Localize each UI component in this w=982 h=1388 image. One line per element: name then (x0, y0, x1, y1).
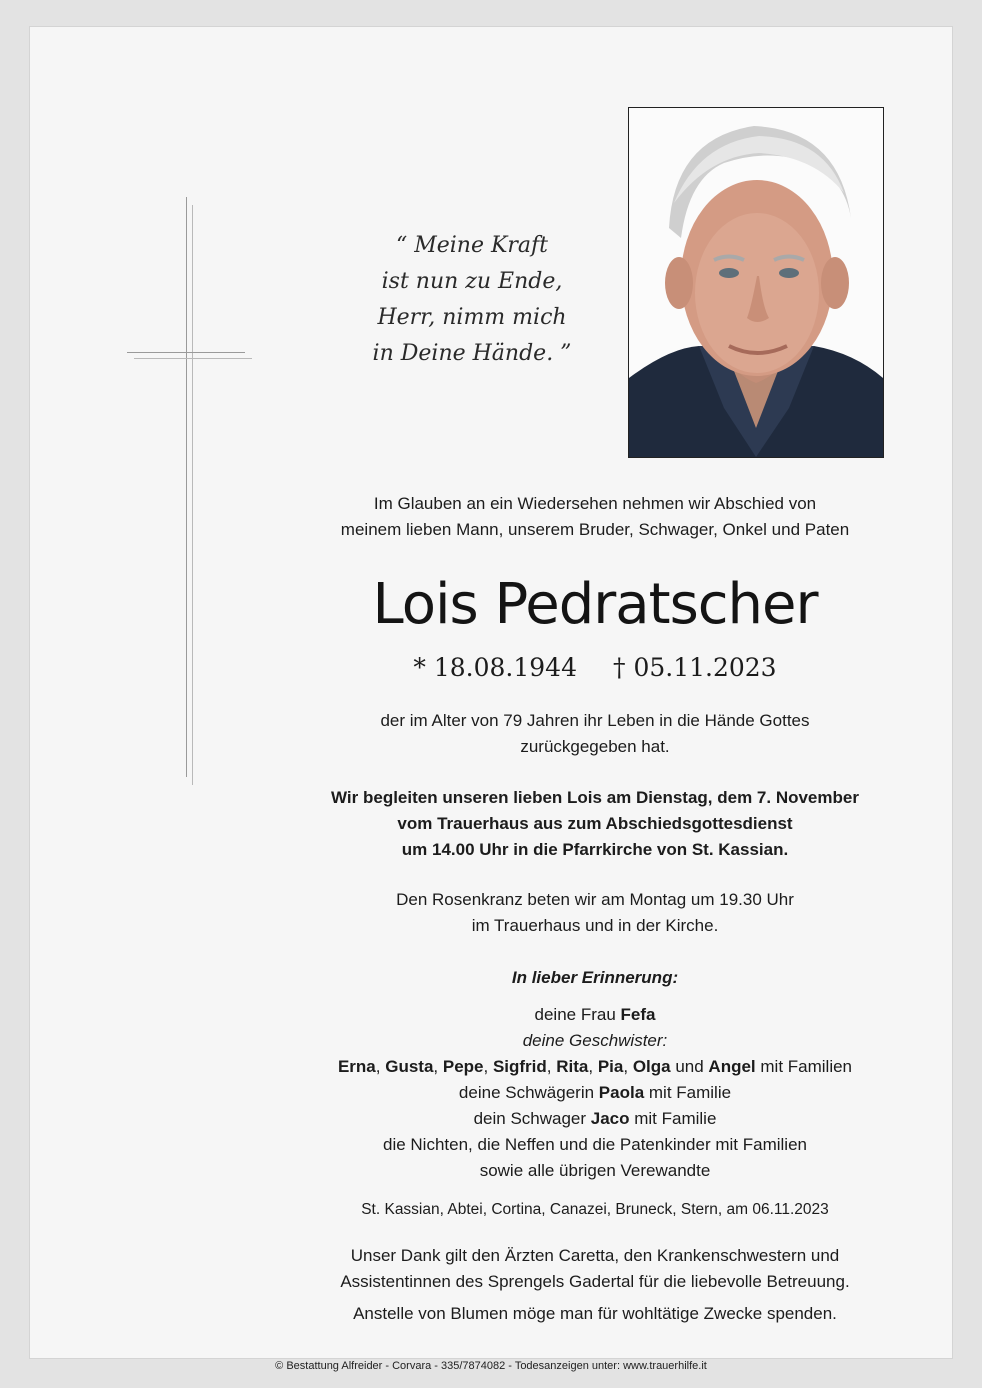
age-text (290, 708, 900, 760)
siblings-suffix: mit Familien (755, 1057, 853, 1076)
service-line: vom Trauerhaus aus zum Abschiedsgottesdienst (397, 814, 793, 833)
wife-prefix: deine Frau (534, 1005, 621, 1024)
thanks-text (290, 1243, 900, 1295)
flowers-note-text: Anstelle von Blumen möge man für wohltätige Zwecke spenden. (353, 1304, 837, 1323)
age-line: der im Alter von 79 Jahren ihr Leben in die Hände Gottes (380, 711, 810, 730)
brother-in-law-line (290, 1106, 900, 1132)
thanks-line: Assistentinnen des Sprengels Gadertal für die liebevolle Betreuung. (340, 1272, 850, 1291)
place-date-text: St. Kassian, Abtei, Cortina, Canazei, Bruneck, Stern, am 06.11.2023 (361, 1201, 829, 1218)
rosary-line: Den Rosenkranz beten wir am Montag um 19.30 Uhr (396, 890, 794, 909)
life-dates (290, 650, 900, 686)
quote-line: ist nun zu Ende, (381, 269, 563, 294)
funeral-service-text (290, 785, 900, 863)
sibling-name: Sigfrid (492, 1057, 547, 1076)
siblings-line: Erna, Gusta, Pepe, Sigfrid, Rita, Pia, Olga und Angel mit Familien (337, 1057, 853, 1076)
rosary-text (290, 887, 900, 939)
intro-line: meinem lieben Mann, unserem Bruder, Schwager, Onkel und Paten (340, 520, 850, 539)
sibling-name: Gusta (385, 1057, 434, 1076)
mourners-list (290, 1002, 900, 1184)
cross-horizontal-line (127, 352, 245, 353)
service-line: Wir begleiten unseren lieben Lois am Dienstag, dem 7. November (331, 788, 859, 807)
sister-in-law-suffix: mit Familie (644, 1083, 732, 1102)
sister-in-law-prefix: deine Schwägerin (458, 1083, 599, 1102)
brother-in-law-name: Jaco (590, 1109, 630, 1128)
sibling-name: Rita (556, 1057, 589, 1076)
bible-quote (330, 228, 614, 372)
rosary-line: im Trauerhaus und in der Kirche. (471, 916, 719, 935)
deceased-name: Lois Pedratscher (372, 572, 818, 637)
place-date (290, 1197, 900, 1223)
memory-heading-text: In lieber Erinnerung: (511, 968, 679, 987)
birth-date: * 18.08.1944 (413, 653, 577, 682)
intro-text (290, 491, 900, 543)
flowers-note (290, 1301, 900, 1327)
sibling-name: Angel (708, 1057, 756, 1076)
siblings-and: und (670, 1057, 709, 1076)
service-line: um 14.00 Uhr in die Pfarrkirche von St. Kassian. (401, 840, 789, 859)
portrait-photo (628, 107, 884, 458)
brother-in-law-prefix: dein Schwager (473, 1109, 591, 1128)
nieces-line: die Nichten, die Neffen und die Patenkinder mit Familien (383, 1135, 807, 1154)
death-date: † 05.11.2023 (613, 653, 777, 682)
cross-vertical-line (186, 197, 187, 777)
thanks-line: Unser Dank gilt den Ärzten Caretta, den Krankenschwestern und (350, 1246, 840, 1265)
siblings-label: deine Geschwister: (522, 1031, 668, 1050)
sibling-name: Pepe (442, 1057, 484, 1076)
cross-vertical-shadow (192, 205, 193, 785)
quote-line: in Deine Hände. ” (372, 341, 572, 366)
sibling-name: Olga (632, 1057, 671, 1076)
brother-in-law-suffix: mit Familie (629, 1109, 717, 1128)
sibling-name: Pia (597, 1057, 624, 1076)
sibling-name: Erna (337, 1057, 376, 1076)
wife-name: Fefa (620, 1005, 656, 1024)
cross-horizontal-shadow (134, 358, 252, 359)
intro-line: Im Glauben an ein Wiedersehen nehmen wir Abschied von (373, 494, 817, 513)
memory-heading (290, 965, 900, 991)
sister-in-law-line (290, 1080, 900, 1106)
footer-credit: © Bestattung Alfreider - Corvara - 335/7874082 - Todesanzeigen unter: www.trauerhilfe.it (275, 1360, 707, 1372)
quote-line: Herr, nimm mich (377, 305, 567, 330)
others-line: sowie alle übrigen Verewandte (479, 1161, 711, 1180)
quote-line: “ Meine Kraft (395, 233, 549, 258)
age-line: zurückgegeben hat. (520, 737, 670, 756)
portrait-illustration (629, 108, 883, 457)
wife-line (290, 1002, 900, 1028)
sister-in-law-name: Paola (598, 1083, 645, 1102)
